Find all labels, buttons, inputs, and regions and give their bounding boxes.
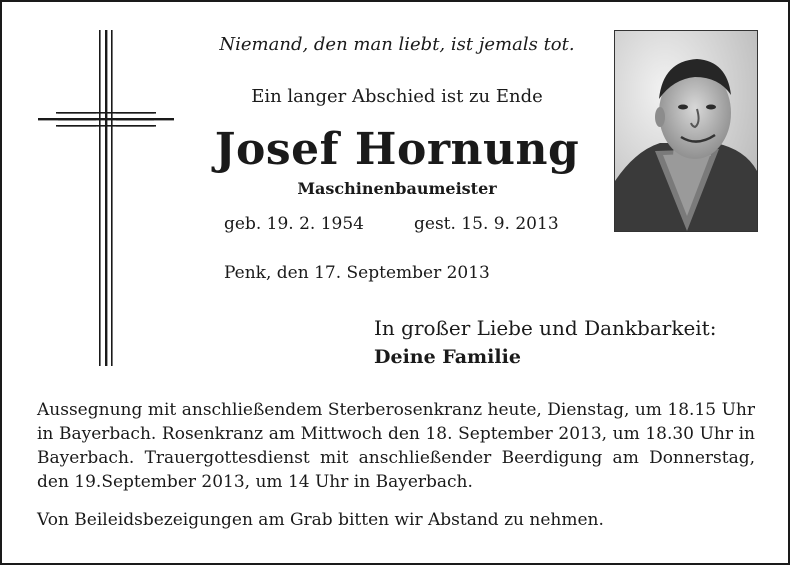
- place-and-date: Penk, den 17. September 2013: [224, 263, 490, 283]
- condolence-request: Von Beileidsbezeigungen am Grab bitten wir Abstand zu nehmen.: [37, 510, 604, 530]
- occupation: Maschinenbaumeister: [297, 179, 497, 198]
- service-details: Aussegnung mit anschließendem Sterberosenkranz heute, Dienstag, um 18.15 Uhr in Bayerbach. Rosenkranz am Mittwoch den 18. September 2013, um 18.30 Uhr in Bayerbach. Trauergottesdienst mit anschließender Beerdigung am Donnerstag, den 19.September 2013, um 14 Uhr in Bayerbach.: [37, 400, 755, 492]
- farewell-line: Ein langer Abschied ist zu Ende: [251, 86, 543, 107]
- birth-date: geb. 19. 2. 1954: [224, 214, 364, 234]
- deceased-name: Josef Hornung: [214, 124, 580, 175]
- gratitude-line: In großer Liebe und Dankbarkeit:: [374, 316, 717, 340]
- family-signature: Deine Familie: [374, 346, 521, 368]
- portrait-photo: [614, 30, 758, 232]
- memorial-quote: Niemand, den man liebt, ist jemals tot.: [219, 34, 575, 55]
- death-date: gest. 15. 9. 2013: [414, 214, 559, 234]
- cross-icon: [38, 30, 174, 366]
